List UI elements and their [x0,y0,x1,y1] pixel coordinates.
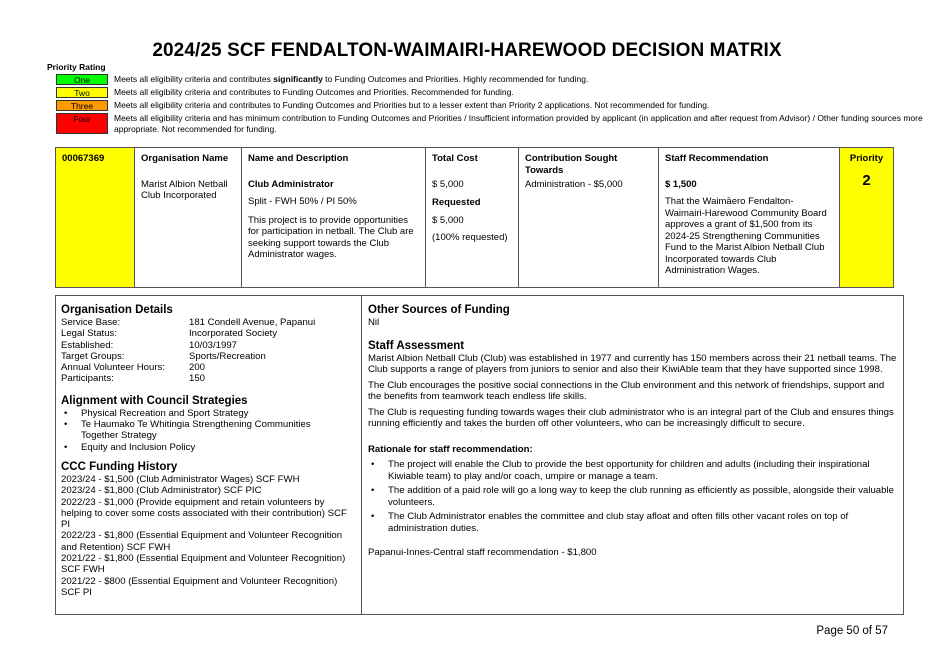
history-item: 2021/22 - $800 (Essential Equipment and Volunteer Recognition) SCF PI [61,575,338,598]
org-detail-row: Established: 10/03/1997 [61,339,238,351]
contribution-cell [519,148,659,287]
org-detail-row: Participants: 150 [61,373,206,385]
alignment-item: • Te Haumako Te Whitingia Strengthening Communities Together Strategy [61,419,326,442]
staff-recommendation-amount: $ 1,500 [665,178,697,190]
cost-header: Total Cost [432,153,478,164]
priority-cell [840,148,893,287]
requested-amount: $ 5,000 [432,214,464,226]
assessment-paragraph: The Club encourages the positive social connections in the Club environment and this network of friendships, support and the benefits from teamwork teach endless life skills. [368,379,885,402]
legend-text-four: Meets all eligibility criteria and has minimum contribution to Funding Outcomes and Priorities / Insufficient information provided by applicant (in application and after request from Advisor) / Other funding sources more appropriate. Not recommended for funding. [114,113,923,134]
project-description: This project is to provide opportunities for participation in netball. The Club are seeking support towards the Club Administrator wages. [248,214,414,260]
history-item: 2023/24 - $1,800 (Club Administrator) SCF PIC [61,485,262,497]
page-number: Page 50 of 57 [816,625,888,637]
application-summary-table [55,147,894,288]
org-detail-row: Legal Status: Incorporated Society [61,328,277,340]
other-ward-recommendation: Papanui-Innes-Central staff recommendation - $1,800 [368,547,597,558]
org-detail-row: Annual Volunteer Hours: 200 [61,362,206,374]
rationale-heading: Rationale for staff recommendation: [368,443,533,455]
staff-recommendation-text: That the Waimāero Fendalton-Waimairi-Harewood Community Board approves a grant of $1,500 from its 2024-25 Strengthening Communities Fund to the Marist Albion Netball Club Incorporated towards Club Administration Wages. [665,196,827,276]
rationale-list [368,459,897,534]
org-details-heading: Organisation Details [61,304,173,316]
other-funding-value: Nil [368,317,380,328]
org-name: Marist Albion Netball Club Incorporated [141,178,228,201]
rationale-item: • The project will enable the Club to provide the best opportunity for children and adults (including their inspirational Kiwiable team) to play and/or coach, umpire or manage a team. [368,459,897,482]
history-item: 2021/22 - $1,800 (Essential Equipment and Volunteer Recognition) SCF FWH [61,553,346,576]
details-panel [55,295,904,615]
application-id: 00067369 [62,153,105,164]
history-item: 2022/23 - $1,000 (Provide equipment and retain volunteers by helping to cover some costs associated with their contribution) SCF PI [61,496,347,531]
application-id-cell [56,148,135,287]
alignment-heading: Alignment with Council Strategies [61,394,248,407]
priority-value: 2 [862,171,871,189]
alignment-list [61,408,356,453]
alignment-item: • Physical Recreation and Sport Strategy [61,408,356,419]
staff-assessment-heading: Staff Assessment [368,339,465,352]
description-cell [242,148,426,287]
contribution-header: Contribution Sought Towards [525,153,618,176]
organisation-cell [135,148,242,287]
requested-label: Requested [432,197,481,208]
ccc-history-list [61,474,356,598]
legend-text-three: Meets all eligibility criteria and contributes to Funding Outcomes and Priorities but to a lesser extent than Priority 2 applications. Not recommended for funding. [114,100,710,110]
contribution-value: Administration - $5,000 [525,179,623,190]
staff-recommendation-header: Staff Recommendation [665,153,769,164]
rationale-item: • The addition of a paid role will go a long way to keep the club running as efficiently as possible, alongside their valuable volunteers. [368,485,897,508]
rationale-item: • The Club Administrator enables the committee and club stay afloat and often fills other vacant roles on top of administration duties. [368,511,897,534]
alignment-item: • Equity and Inclusion Policy [61,442,356,453]
priority-rating-label: Priority Rating [47,62,106,72]
legend-swatch-four: Four [56,113,108,134]
total-cost: $ 5,000 [432,178,464,190]
description-header: Name and Description [248,153,349,164]
project-name: Club Administrator [248,178,334,190]
org-detail-row: Service Base: 181 Condell Avenue, Papanui [61,317,316,328]
org-name-header: Organisation Name [141,153,229,164]
other-funding-heading: Other Sources of Funding [368,304,510,316]
ccc-history-heading: CCC Funding History [61,460,178,473]
legend-swatch-three: Three [56,100,108,111]
legend-text-one: Meets all eligibility criteria and contributes significantly to Funding Outcomes and Priorities. Highly recommended for funding. [114,74,589,84]
history-item: 2022/23 - $1,800 (Essential Equipment and Volunteer Recognition and Retention) SCF FWH [61,530,343,553]
assessment-pane [362,296,903,614]
org-details-list [61,317,356,385]
org-detail-row: Target Groups: Sports/Recreation [61,350,266,362]
page-title: 2024/25 SCF FENDALTON-WAIMAIRI-HAREWOOD DECISION MATRIX [152,40,782,61]
legend-text-two: Meets all eligibility criteria and contributes to Funding Outcomes and Priorities. Recommended for funding. [114,87,514,97]
staff-recommendation-cell [659,148,840,287]
history-item: 2023/24 - $1,500 (Club Administrator Wages) SCF FWH [61,473,300,485]
cost-cell [426,148,519,287]
organisation-details-pane [56,296,362,614]
legend-swatch-one: One [56,74,108,85]
requested-percent: (100% requested) [432,232,508,243]
assessment-paragraph: The Club is requesting funding towards wages their club administrator who is an integral part of the Club and ensures things running efficiently and takes the burden off other volunteers, who can be increasingly difficult to secure. [368,406,894,429]
legend-swatch-two: Two [56,87,108,98]
priority-header: Priority [849,153,884,164]
assessment-paragraph: Marist Albion Netball Club (Club) was established in 1977 and currently has 150 members across their 21 netball teams. The Club supports a range of players from juniors to senior and also their KiwiAble team that they have supported since 1998. [368,352,897,375]
funding-split: Split - FWH 50% / PI 50% [248,196,357,207]
